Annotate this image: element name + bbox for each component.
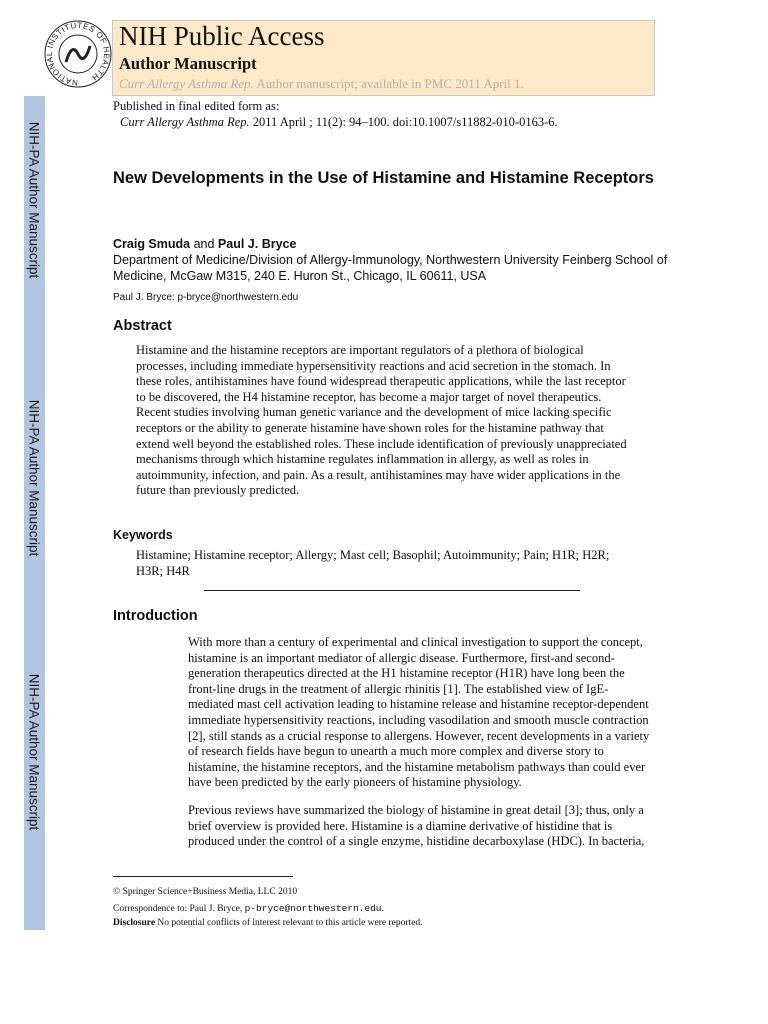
introduction-paragraph-2: Previous reviews have summarized the biology of histamine in great detail [3]; thus, only a brief overview is provided here. Histamine is a diamine derivative of histidine that is produced under the control of a single enzyme, histidine decarboxylase (HDC). In bacteria, [188,803,645,849]
publication-journal: Curr Allergy Asthma Rep. [120,115,250,129]
article-title: New Developments in the Use of Histamine and Histamine Receptors [113,169,654,187]
publication-details: 2011 April ; 11(2): 94–100. doi:10.1007/s11882-010-0163-6. [249,115,558,129]
footnote-divider [113,876,293,877]
footnote-copyright: © Springer Science+Business Media, LLC 2010 [113,887,298,897]
logo-text: NATIONAL INSTITUTES OF HEALTH [44,20,112,88]
header-citation-journal: Curr Allergy Asthma Rep. [119,76,254,91]
correspondence-period: . [381,904,384,914]
published-label: Published in final edited form as: [113,99,280,113]
footnote-correspondence [113,903,384,914]
header-citation [119,76,524,92]
introduction-paragraph-1: With more than a century of experimental and clinical investigation to support the concept, histamine is an important mediator of allergic disease. Furthermore, first-and second-generation therapeutics directed at the H1 histamine receptor (H1R) have long been the front-line drugs in the treatment of allergic rhinitis [1]. The established view of IgE-mediated mast cell activation leading to histamine release and histamine receptor-dependent immediate hypersensitivity reactions, including vasodilation and smooth muscle contraction [2], still stands as a crucial response to allergens. However, recent developments in a variety of research fields have begun to unearth a much more complex and diverse story to histamine, the histamine receptors, and the histamine metabolism pathways than could ever have been predicted by the early pioneers of histamine physiology. [188,635,650,790]
header-title: NIH Public Access [119,21,325,51]
section-divider [204,590,580,591]
nih-header-box [112,20,655,96]
abstract-heading: Abstract [113,318,172,334]
publication-citation [120,115,558,130]
author-conjunction: and [190,237,218,251]
disclosure-text: No potential conflicts of interest relevant to this article were reported. [155,918,423,928]
abstract-text: Histamine and the histamine receptors are important regulators of a plethora of biological processes, including immediate hypersensitivity reactions and acid secretion in the stomach. In these roles, antihistamines have found widespread therapeutic applications, while the last receptor to be discovered, the H4 histamine receptor, has become a major target of novel therapeutics. Recent studies involving human genetic variance and the development of mice lacking specific receptors or the ability to generate histamine have shown roles for the histamine pathway that extend well beyond the established roles. These include identification of previously unappreciated mechanisms through which histamine regulates inflammation in allergy, as well as roles in autoimmunity, infection, and pain. As a result, antihistamines may have wider applications in the future than previously predicted. [136,343,627,498]
introduction-heading: Introduction [113,608,198,624]
correspondence-email-link[interactable]: p-bryce@northwestern.edu [244,903,382,914]
author-line [113,237,296,251]
header-subtitle: Author Manuscript [119,54,257,73]
author-bryce: Paul J. Bryce [217,237,297,251]
keywords-text: Histamine; Histamine receptor; Allergy; Mast cell; Basophil; Autoimmunity; Pain; H1R; H2R; H3R; H4R [136,548,610,578]
correspondence-label: Correspondence to: Paul J. Bryce, [113,904,245,914]
footnote-disclosure [113,918,423,928]
disclosure-label: Disclosure [113,918,156,928]
author-smuda: Craig Smuda [113,237,191,251]
keywords-heading: Keywords [113,528,173,542]
author-email: Paul J. Bryce: p-bryce@northwestern.edu [113,292,299,303]
author-affiliation: Department of Medicine/Division of Allergy-Immunology, Northwestern University Feinberg School of Medicine, McGaw M315, 240 E. Huron St., Chicago, IL 60611, USA [113,253,668,283]
nih-logo-icon [44,20,112,88]
header-citation-rest: Author manuscript; available in PMC 2011 April 1. [253,76,524,91]
